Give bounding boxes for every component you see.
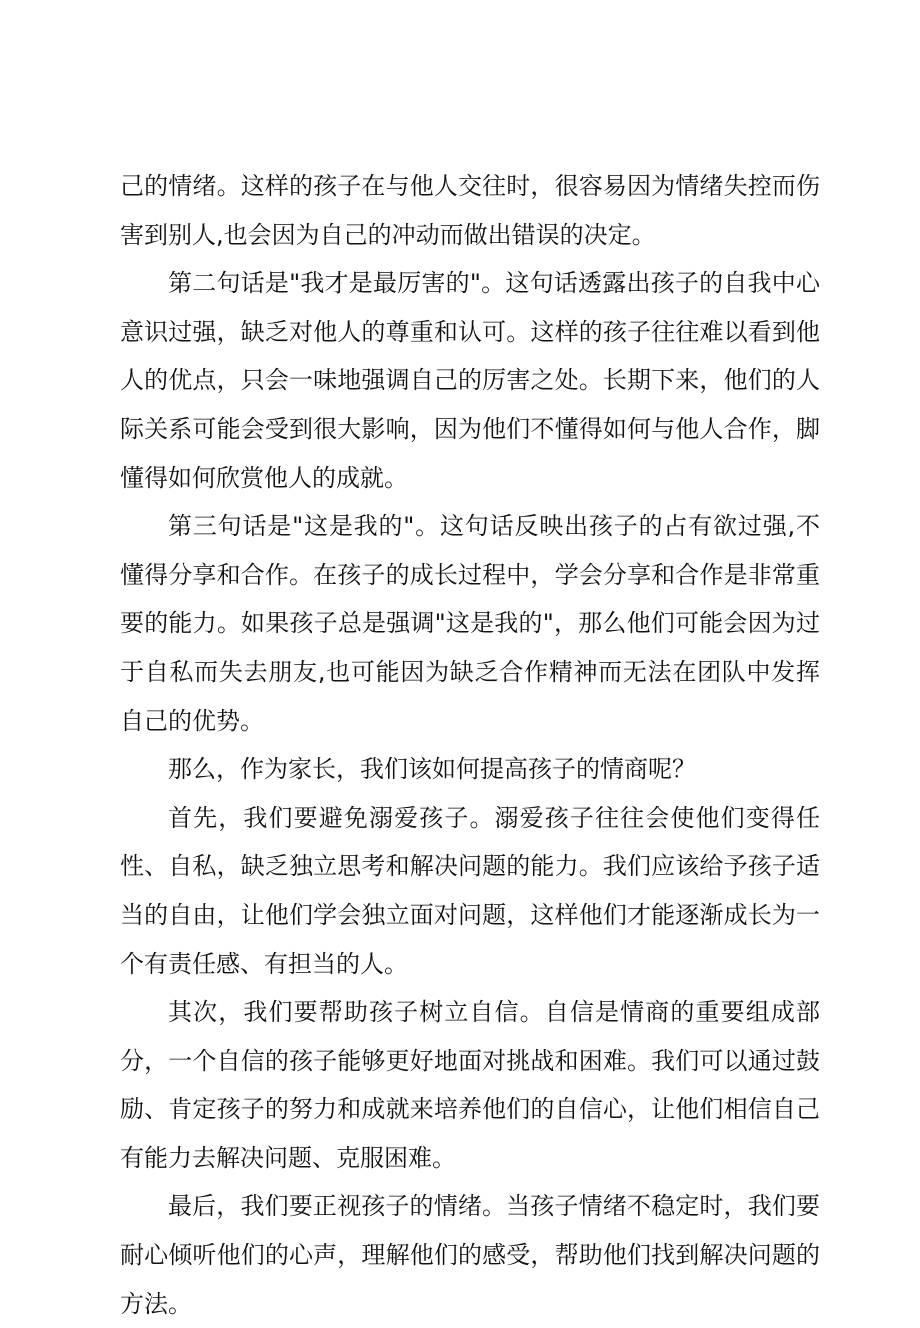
paragraph-final-advice: 最后，我们要正视孩子的情绪。当孩子情绪不稳定时，我们要耐心倾听他们的心声，理解他们的感受，帮助他们找到解决问题的方法。 xyxy=(120,1192,820,1318)
paragraph-third-sentence: 第三句话是"这是我的"。这句话反映出孩子的占有欲过强,不懂得分享和合作。在孩子的成长过程中，学会分享和合作是非常重要的能力。如果孩子总是强调"这是我的"，那么他们可能会因为过于自私而失去朋友,也可能因为缺乏合作精神而无法在团队中发挥自己的优势。 xyxy=(120,512,820,735)
paragraph-question: 那么，作为家长，我们该如何提高孩子的情商呢？ xyxy=(168,755,696,784)
paragraph-continuation: 己的情绪。这样的孩子在与他人交往时，很容易因为情绪失控而伤害到别人,也会因为自己的冲动而做出错误的决定。 xyxy=(120,172,820,249)
paragraph-first-advice: 首先，我们要避免溺爱孩子。溺爱孩子往往会使他们变得任性、自私，缺乏独立思考和解决问题的能力。我们应该给予孩子适当的自由，让他们学会独立面对问题，这样他们才能逐渐成长为一个有责任感、有担当的人。 xyxy=(120,803,820,978)
paragraph-second-sentence: 第二句话是"我才是最厉害的"。这句话透露出孩子的自我中心意识过强，缺乏对他人的尊重和认可。这样的孩子往往难以看到他人的优点，只会一味地强调自己的厉害之处。长期下来，他们的人际关系可能会受到很大影响，因为他们不懂得如何与他人合作，脚懂得如何欣赏他人的成就。 xyxy=(120,269,820,492)
document-body xyxy=(120,162,820,1328)
paragraph-second-advice: 其次，我们要帮助孩子树立自信。自信是情商的重要组成部分，一个自信的孩子能够更好地面对挑战和困难。我们可以通过鼓励、肯定孩子的努力和成就来培养他们的自信心，让他们相信自己有能力去解决问题、克服困难。 xyxy=(120,998,820,1172)
